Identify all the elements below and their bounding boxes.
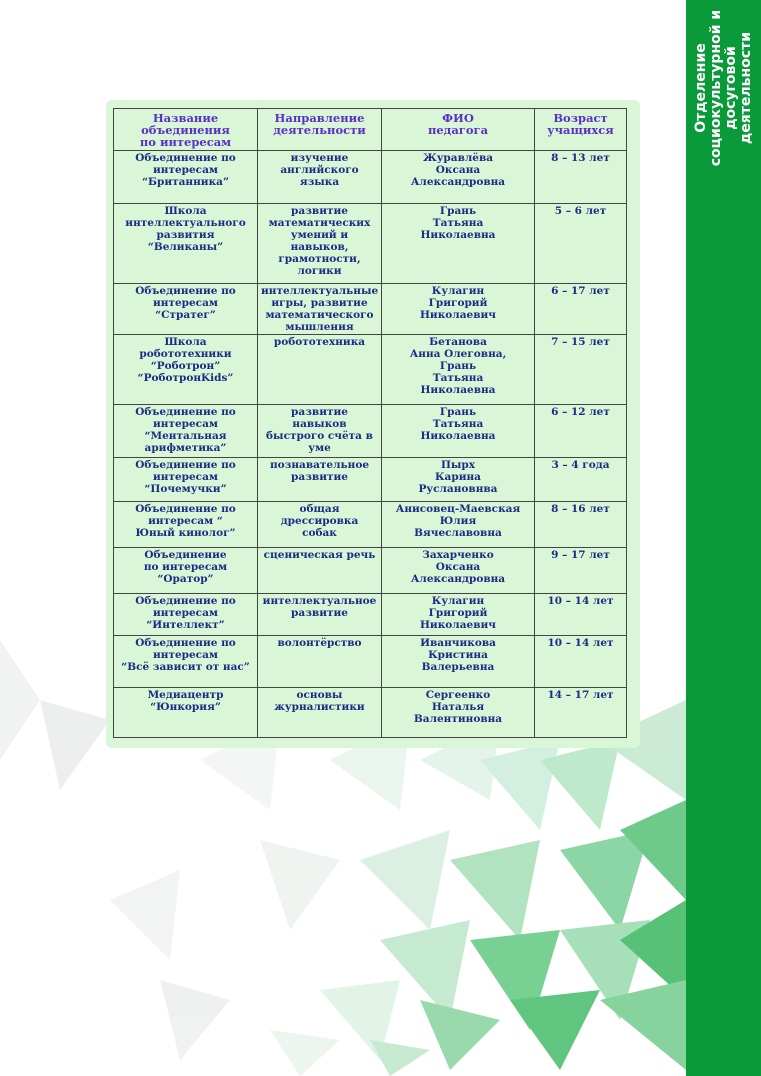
cell-text: Бетанова bbox=[429, 336, 487, 348]
cell-direction bbox=[258, 548, 382, 594]
cell-text: интересам bbox=[153, 164, 218, 176]
cell-text: развитие bbox=[291, 406, 348, 418]
table-row bbox=[114, 335, 627, 405]
cell-direction bbox=[258, 636, 382, 688]
header-text: Направление bbox=[274, 111, 365, 125]
cell-text: “Юнкория” bbox=[150, 701, 221, 713]
cell-text: Объединение по bbox=[135, 285, 236, 297]
section-title-line: социокультурной и bbox=[707, 9, 724, 167]
header-text: Название bbox=[152, 111, 219, 125]
cell-age bbox=[535, 594, 627, 636]
cell-teacher bbox=[382, 636, 535, 688]
cell-age bbox=[535, 688, 627, 738]
cell-text: арифметика” bbox=[144, 442, 227, 454]
cell-text: 8 – 13 лет bbox=[551, 152, 610, 164]
cell-text: Грань bbox=[439, 406, 477, 418]
cell-text: 7 – 15 лет bbox=[551, 336, 610, 348]
cell-text: 6 – 12 лет bbox=[551, 406, 610, 418]
cell-text: умений и bbox=[290, 229, 349, 241]
cell-text: Объединение bbox=[144, 549, 227, 561]
table-row bbox=[114, 502, 627, 548]
cell-name bbox=[114, 688, 258, 738]
header-text: Возраст bbox=[553, 111, 608, 125]
cell-age bbox=[535, 335, 627, 405]
cell-teacher bbox=[382, 335, 535, 405]
cell-direction bbox=[258, 335, 382, 405]
cell-name bbox=[114, 335, 258, 405]
cell-text: игры, развитие bbox=[271, 297, 368, 309]
cell-teacher bbox=[382, 458, 535, 502]
cell-text: 6 – 17 лет bbox=[551, 285, 610, 297]
cell-text: Объединение по bbox=[135, 459, 236, 471]
cell-text: Объединение по bbox=[135, 406, 236, 418]
cell-text: Кристина bbox=[428, 649, 488, 661]
programs-table bbox=[113, 108, 627, 738]
cell-direction bbox=[258, 594, 382, 636]
cell-teacher bbox=[382, 548, 535, 594]
cell-text: развитие bbox=[291, 205, 348, 217]
cell-text: 5 – 6 лет bbox=[554, 205, 607, 217]
cell-text: Объединение по bbox=[135, 503, 236, 515]
header-direction bbox=[258, 109, 382, 151]
cell-text: Александровна bbox=[410, 176, 506, 188]
cell-text: Григорий bbox=[428, 297, 488, 309]
cell-text: “Ментальная bbox=[144, 430, 227, 442]
cell-text: интересам bbox=[153, 607, 218, 619]
section-title-line: деятельности bbox=[737, 31, 754, 145]
table-row bbox=[114, 548, 627, 594]
cell-text: сценическая речь bbox=[263, 549, 376, 561]
cell-text: навыков, bbox=[290, 241, 349, 253]
cell-text: Оксана bbox=[435, 561, 481, 573]
cell-text: Татьяна bbox=[432, 372, 484, 384]
cell-text: Сергеенко bbox=[425, 689, 491, 701]
cell-text: интересам bbox=[153, 649, 218, 661]
cell-name bbox=[114, 594, 258, 636]
cell-text: развитие bbox=[291, 471, 348, 483]
cell-text: собак bbox=[302, 527, 337, 539]
cell-teacher bbox=[382, 405, 535, 458]
cell-text: волонтёрство bbox=[277, 637, 362, 649]
cell-text: Вячеславовна bbox=[414, 527, 502, 539]
cell-text: “Почемучки” bbox=[144, 483, 227, 495]
cell-text: языка bbox=[299, 176, 340, 188]
cell-text: Школа bbox=[164, 336, 207, 348]
cell-text: интересам “ bbox=[148, 515, 223, 527]
cell-text: грамотности, bbox=[278, 253, 361, 265]
cell-direction bbox=[258, 204, 382, 284]
cell-text: основы bbox=[296, 689, 343, 701]
cell-text: Николаевна bbox=[420, 384, 496, 396]
cell-text: Руслановнва bbox=[418, 483, 498, 495]
cell-text: Грань bbox=[439, 205, 477, 217]
table-row bbox=[114, 284, 627, 335]
cell-text: мышления bbox=[285, 321, 354, 333]
cell-text: Карина bbox=[435, 471, 481, 483]
cell-text: Юлия bbox=[439, 515, 477, 527]
header-text: по интересам bbox=[139, 135, 232, 149]
cell-text: Школа bbox=[164, 205, 207, 217]
cell-text: интересам bbox=[153, 471, 218, 483]
cell-text: 8 – 16 лет bbox=[551, 503, 610, 515]
section-title-line: Отделение bbox=[692, 43, 709, 133]
cell-age bbox=[535, 548, 627, 594]
cell-text: Николаевич bbox=[420, 309, 496, 321]
cell-text: журналистики bbox=[274, 701, 365, 713]
header-teacher bbox=[382, 109, 535, 151]
cell-direction bbox=[258, 688, 382, 738]
table-row bbox=[114, 594, 627, 636]
cell-text: развитие bbox=[291, 607, 348, 619]
cell-age bbox=[535, 284, 627, 335]
cell-text: Медиацентр bbox=[147, 689, 224, 701]
table-row bbox=[114, 405, 627, 458]
table-row bbox=[114, 151, 627, 204]
cell-text: Оксана bbox=[435, 164, 481, 176]
cell-text: интеллектуального bbox=[125, 217, 246, 229]
header-text: учащихся bbox=[547, 123, 614, 137]
cell-text: Анисовец-Маевская bbox=[395, 503, 521, 515]
cell-age bbox=[535, 502, 627, 548]
header-text: объединения bbox=[141, 123, 230, 137]
cell-text: Объединение по bbox=[135, 152, 236, 164]
cell-text: “Интеллект” bbox=[146, 619, 225, 631]
cell-text: 10 – 14 лет bbox=[547, 595, 614, 607]
cell-text: Анна Олеговна, bbox=[409, 348, 507, 360]
cell-age bbox=[535, 458, 627, 502]
cell-text: Иванчикова bbox=[420, 637, 496, 649]
cell-name bbox=[114, 204, 258, 284]
cell-text: робототехника bbox=[273, 336, 366, 348]
cell-text: Николаевна bbox=[420, 229, 496, 241]
cell-text: 9 – 17 лет bbox=[551, 549, 610, 561]
cell-text: навыков bbox=[292, 418, 347, 430]
cell-name bbox=[114, 284, 258, 335]
cell-teacher bbox=[382, 594, 535, 636]
cell-text: 3 – 4 года bbox=[551, 459, 610, 471]
section-title bbox=[686, 0, 761, 175]
cell-direction bbox=[258, 284, 382, 335]
cell-text: быстрого счёта в bbox=[266, 430, 373, 442]
cell-text: интеллектуальное bbox=[262, 595, 377, 607]
cell-text: по интересам bbox=[143, 561, 228, 573]
cell-text: интересам bbox=[153, 418, 218, 430]
cell-age bbox=[535, 204, 627, 284]
cell-text: общая bbox=[299, 503, 340, 515]
cell-text: математического bbox=[265, 309, 374, 321]
cell-teacher bbox=[382, 502, 535, 548]
header-text: педагога bbox=[427, 123, 489, 137]
table-row bbox=[114, 688, 627, 738]
cell-text: 14 – 17 лет bbox=[547, 689, 614, 701]
header-name bbox=[114, 109, 258, 151]
cell-text: Валерьевна bbox=[421, 661, 495, 673]
header-age bbox=[535, 109, 627, 151]
cell-text: “Всё зависит от нас” bbox=[121, 661, 250, 673]
cell-text: Юный кинолог” bbox=[135, 527, 236, 539]
cell-text: “Британника” bbox=[141, 176, 230, 188]
cell-text: английского bbox=[280, 164, 359, 176]
cell-text: “Роботрон” bbox=[150, 360, 221, 372]
header-text: деятельности bbox=[273, 123, 366, 137]
cell-text: математических bbox=[268, 217, 371, 229]
section-title-line: досуговой bbox=[722, 46, 739, 130]
cell-text: Кулагин bbox=[431, 285, 485, 297]
cell-text: познавательное bbox=[269, 459, 370, 471]
cell-text: 10 – 14 лет bbox=[547, 637, 614, 649]
cell-text: Григорий bbox=[428, 607, 488, 619]
cell-teacher bbox=[382, 688, 535, 738]
cell-text: интеллектуальные bbox=[261, 285, 379, 297]
cell-direction bbox=[258, 405, 382, 458]
cell-name bbox=[114, 151, 258, 204]
cell-text: Захарченко bbox=[422, 549, 494, 561]
cell-text: Кулагин bbox=[431, 595, 485, 607]
cell-name bbox=[114, 458, 258, 502]
table-row bbox=[114, 204, 627, 284]
cell-text: “Великаны” bbox=[147, 241, 224, 253]
cell-text: “РоботронKids” bbox=[137, 372, 234, 384]
cell-text: робототехники bbox=[139, 348, 232, 360]
cell-text: развития bbox=[156, 229, 215, 241]
cell-text: интересам bbox=[153, 297, 218, 309]
cell-name bbox=[114, 548, 258, 594]
cell-text: уме bbox=[308, 442, 331, 454]
cell-teacher bbox=[382, 151, 535, 204]
cell-text: Объединение по bbox=[135, 595, 236, 607]
cell-teacher bbox=[382, 204, 535, 284]
cell-age bbox=[535, 151, 627, 204]
cell-text: логики bbox=[297, 265, 342, 277]
cell-text: Грань bbox=[439, 360, 477, 372]
cell-teacher bbox=[382, 284, 535, 335]
cell-name bbox=[114, 405, 258, 458]
cell-age bbox=[535, 636, 627, 688]
header-row bbox=[114, 109, 627, 151]
cell-text: дрессировка bbox=[280, 515, 359, 527]
table-row bbox=[114, 636, 627, 688]
cell-text: изучение bbox=[290, 152, 349, 164]
table-row bbox=[114, 458, 627, 502]
cell-name bbox=[114, 502, 258, 548]
cell-text: “Оратор” bbox=[157, 573, 214, 585]
cell-text: Татьяна bbox=[432, 418, 484, 430]
header-text: ФИО bbox=[442, 111, 474, 125]
cell-age bbox=[535, 405, 627, 458]
cell-direction bbox=[258, 458, 382, 502]
cell-text: Наталья bbox=[431, 701, 485, 713]
cell-direction bbox=[258, 502, 382, 548]
cell-text: Татьяна bbox=[432, 217, 484, 229]
cell-text: Объединение по bbox=[135, 637, 236, 649]
cell-text: Валентиновна bbox=[413, 713, 503, 725]
cell-name bbox=[114, 636, 258, 688]
cell-text: Николаевна bbox=[420, 430, 496, 442]
cell-text: “Стратег” bbox=[155, 309, 216, 321]
cell-text: Журавлёва bbox=[422, 152, 494, 164]
cell-text: Пырх bbox=[440, 459, 476, 471]
cell-text: Николаевич bbox=[420, 619, 496, 631]
cell-direction bbox=[258, 151, 382, 204]
cell-text: Александровна bbox=[410, 573, 506, 585]
